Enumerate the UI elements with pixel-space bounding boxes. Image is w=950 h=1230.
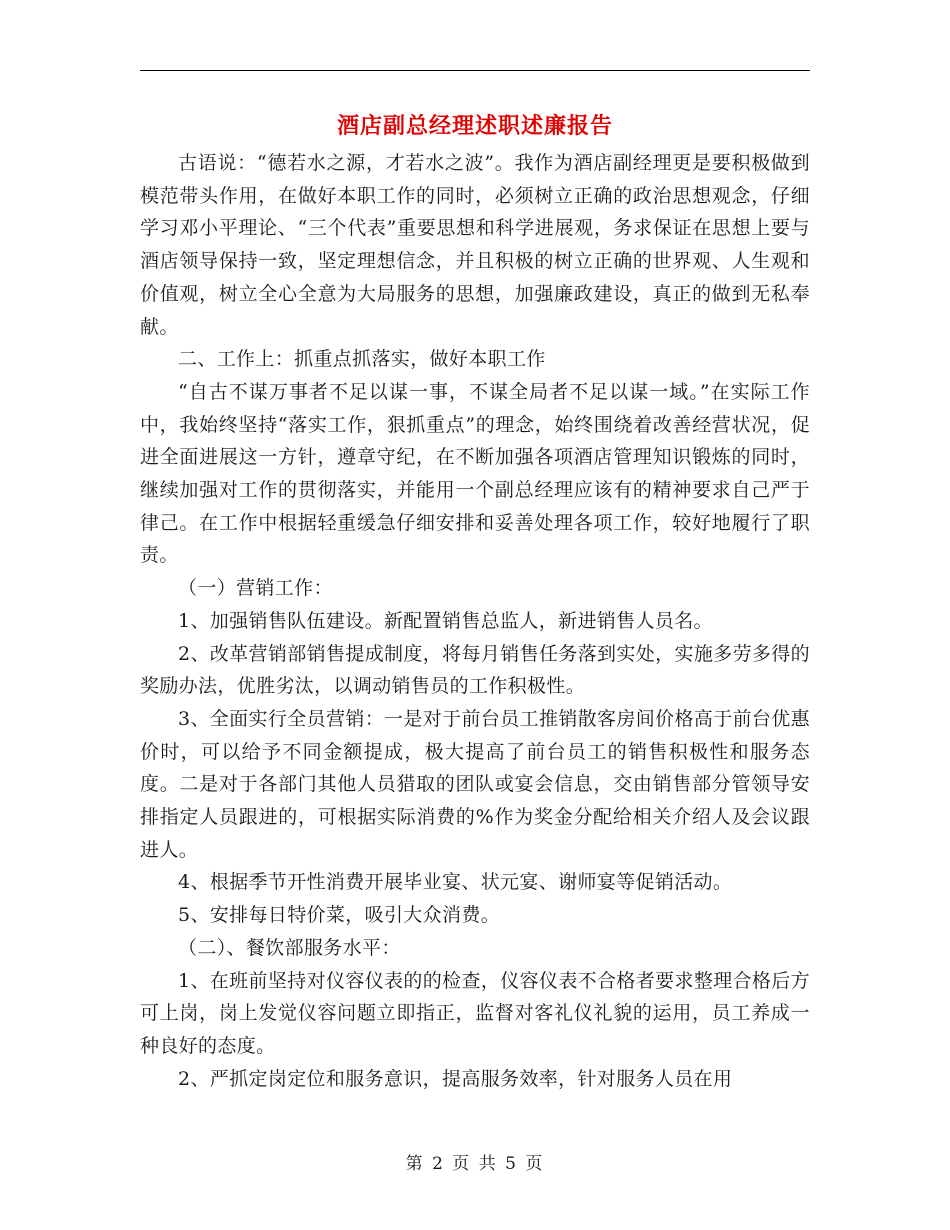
document-title: 酒店副总经理述职述廉报告 (336, 113, 613, 139)
subsection-heading: （一）营销工作： (178, 577, 333, 600)
header-rule (140, 70, 810, 71)
list-item: 3、全面实行全员营销：一是对于前台员工推销散客房间价格高于前台优惠价时，可以给予不同金额提成，极大提高了前台员工的销售积极性和服务态度。二是对于各部门其他人员猎取的团队或宴会信息，交由销售部分管领导安排指定人员跟进的，可根据实际消费的%作为奖金分配给相关介绍人及会议跟进人。 (140, 707, 810, 861)
list-item: 2、严抓定岗定位和服务意识，提高服务效率，针对服务人员在用 (178, 1067, 733, 1090)
list-item: 2、改革营销部销售提成制度，将每月销售任务落到实处，实施多劳多得的奖励办法，优胜劣汰，以调动销售员的工作积极性。 (140, 642, 810, 698)
list-item: 1、加强销售队伍建设。新配置销售总监人，新进销售人员名。 (178, 609, 713, 632)
paragraph: 古语说：“德若水之源，才若水之波”。我作为酒店副经理更是要积极做到模范带头作用，在做好本职工作的同时，必须树立正确的政治思想观念，仔细学习邓小平理论、“三个代表”重要思想和科学进展观，务求保证在思想上要与酒店领导保持一致，坚定理想信念，并且积极的树立正确的世界观、人生观和价值观，树立全心全意为大局服务的思想，加强廉政建设，真正的做到无私奉献。 (140, 152, 810, 338)
page-number: 第 2 页 共 5 页 (405, 1154, 545, 1174)
paragraph: “自古不谋万事者不足以谋一事，不谋全局者不足以谋一域。”在实际工作中，我始终坚持“落实工作，狠抓重点”的理念，始终围绕着改善经营状况，促进全面进展这一方针，遵章守纪，在不断加强各项酒店管理知识锻炼的同时，继续加强对工作的贯彻落实，并能用一个副总经理应该有的精神要求自己严于律己。在工作中根据轻重缓急仔细安排和妥善处理各项工作，较好地履行了职责。 (140, 380, 810, 567)
subsection-heading: （二）、餐饮部服务水平： (178, 936, 401, 959)
list-item: 5、安排每日特价菜，吸引大众消费。 (178, 904, 501, 927)
document-body (140, 147, 810, 1095)
list-item: 4、根据季节开性消费开展毕业宴、状元宴、谢师宴等促销活动。 (178, 871, 733, 894)
list-item: 1、在班前坚持对仪容仪表的的检查，仪容仪表不合格者要求整理合格后方可上岗，岗上发觉仪容问题立即指正，监督对客礼仪礼貌的运用，员工养成一种良好的态度。 (140, 969, 810, 1057)
section-heading: 二、工作上：抓重点抓落实，做好本职工作 (178, 348, 546, 371)
